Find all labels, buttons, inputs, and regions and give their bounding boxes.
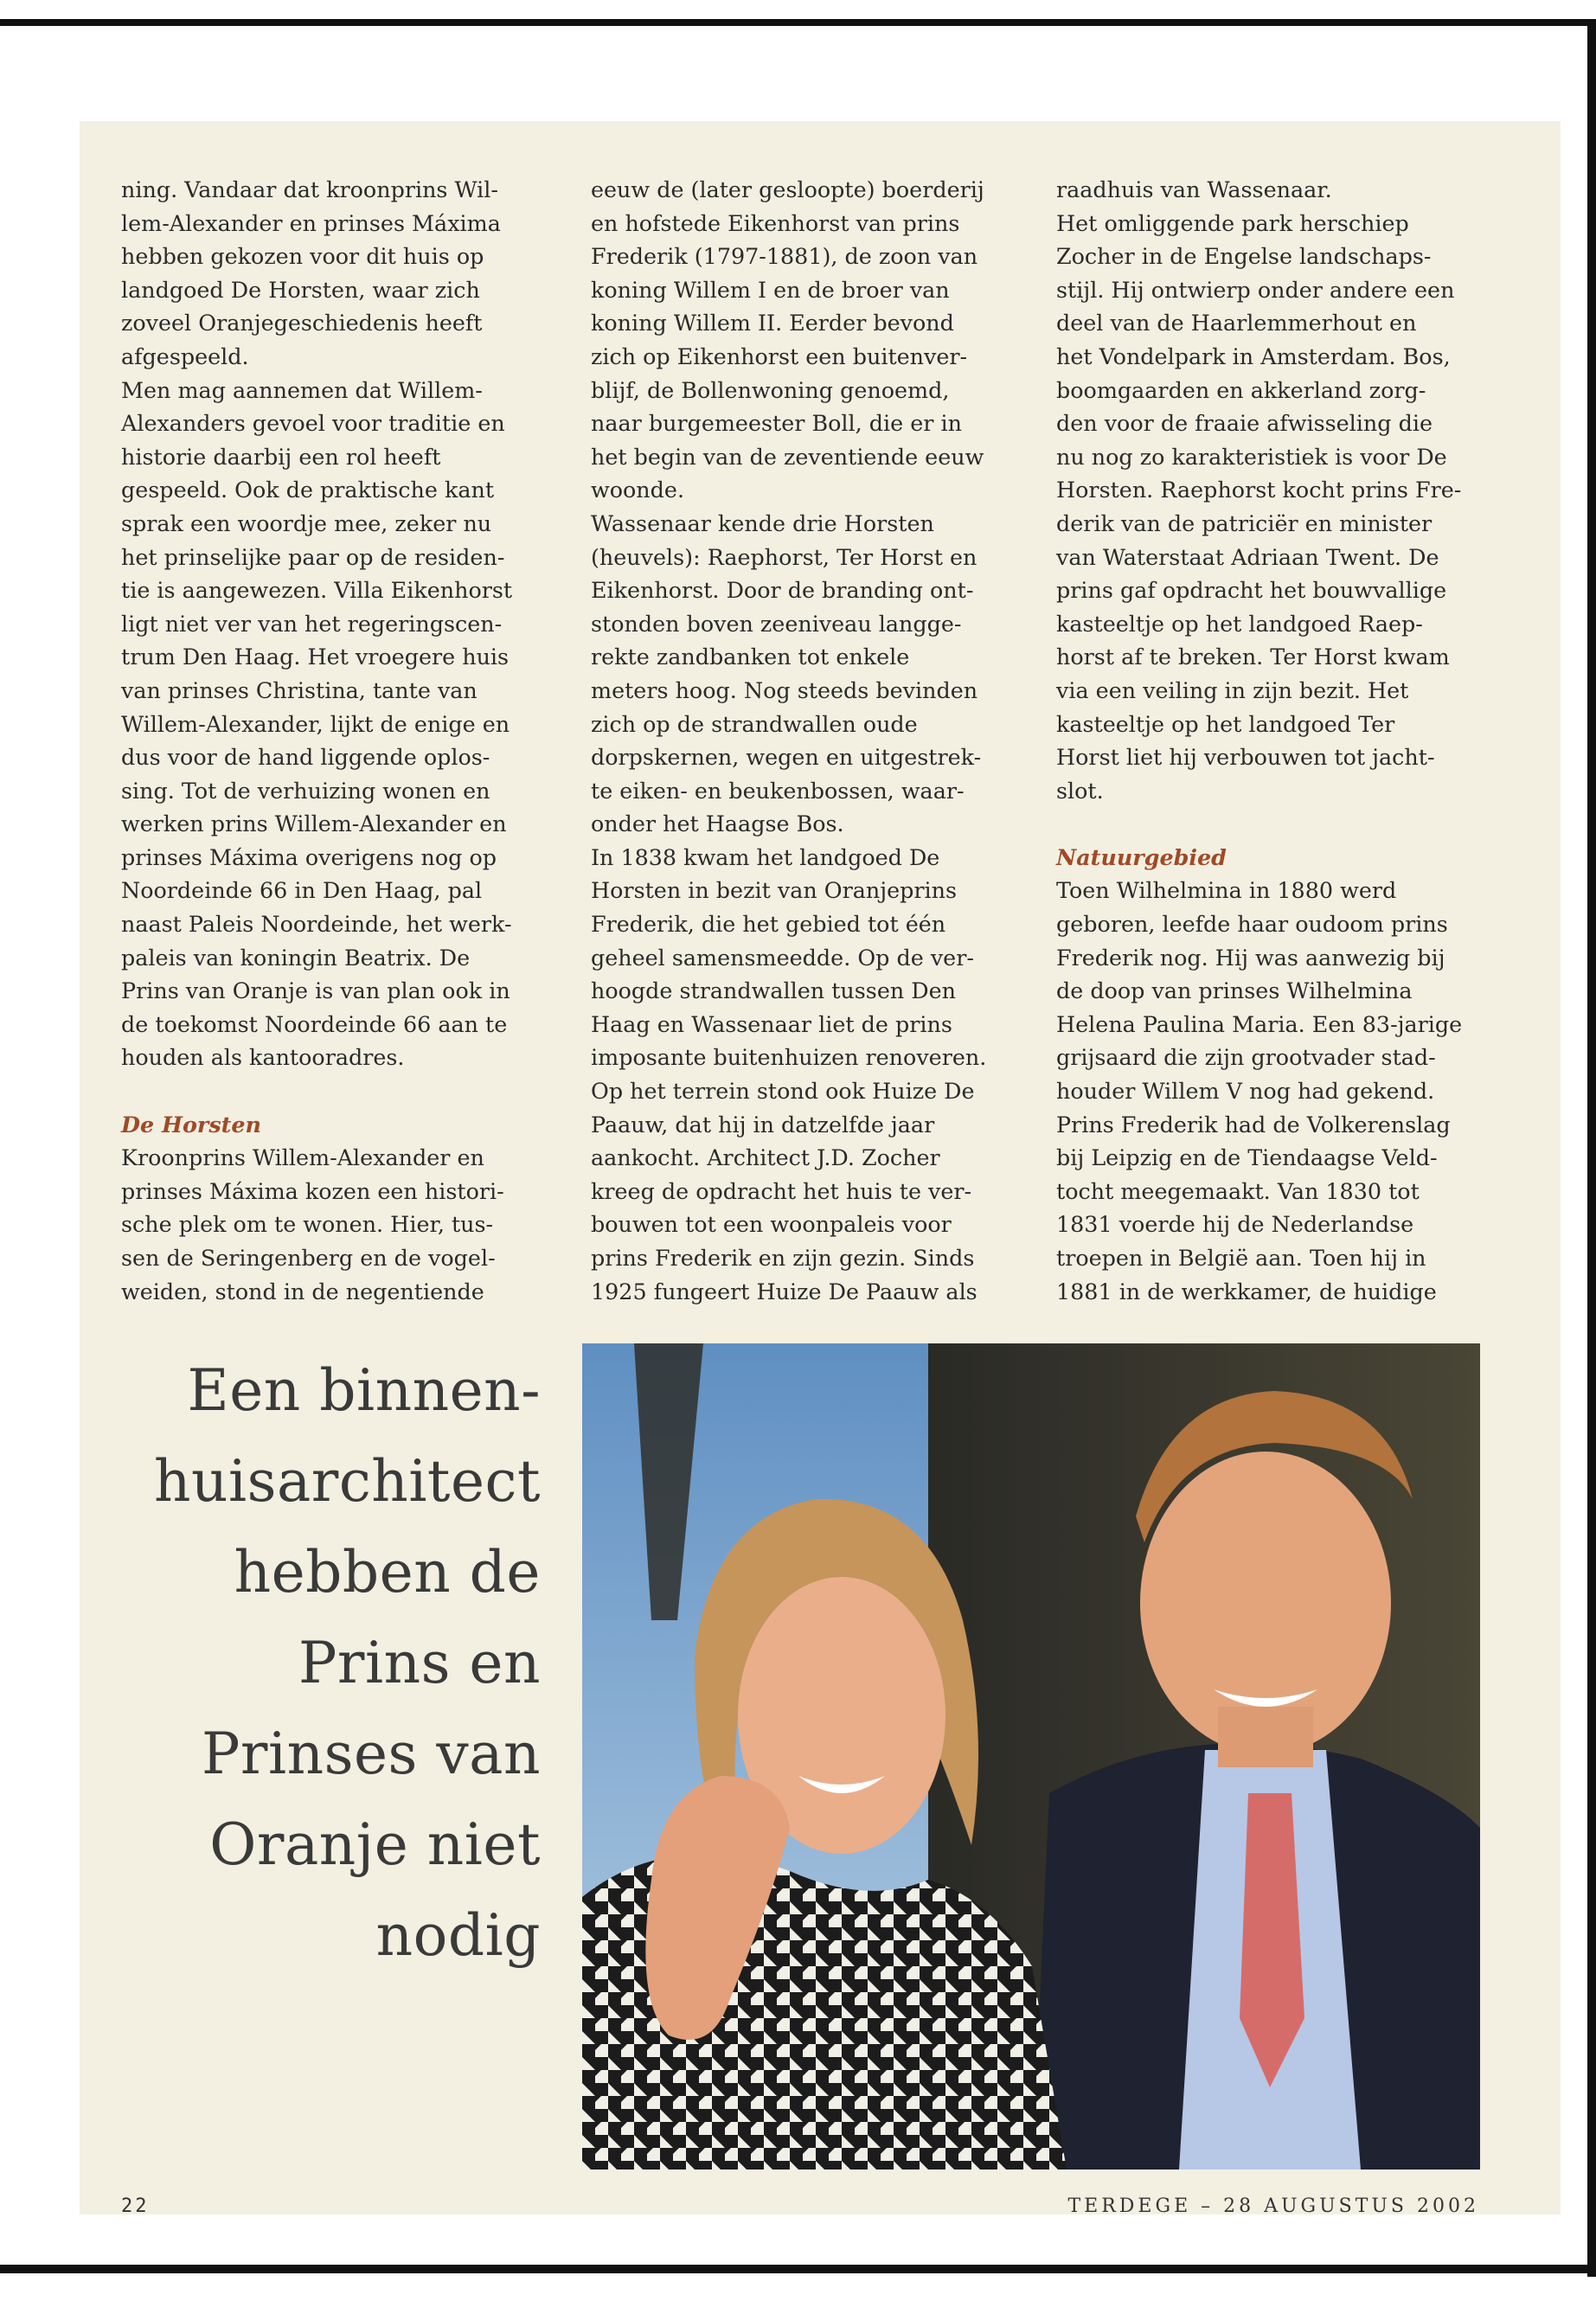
text-line: zich op de strandwallen oude [591, 710, 918, 737]
text-line: Een binnen- [187, 1357, 541, 1424]
text-line: imposante buitenhuizen renoveren. [591, 1044, 987, 1071]
text-line: raadhuis van Wassenaar. [1056, 176, 1332, 202]
text-line: nu nog zo karakteristiek is voor De [1056, 443, 1447, 470]
text-line: dus voor de hand liggende oplos- [121, 744, 490, 771]
text-line: Eikenhorst. Door de branding ont- [591, 577, 974, 604]
text-line: blijf, de Bollenwoning genoemd, [591, 376, 950, 403]
text-line: te eiken- en beukenbossen, waar- [591, 777, 965, 804]
text-line: hoogde strandwallen tussen Den [591, 977, 957, 1004]
text-line: trum Den Haag. Het vroegere huis [121, 644, 510, 670]
text-line: onder het Haagse Bos. [591, 811, 844, 837]
text-line: aankocht. Architect J.D. Zocher [591, 1144, 940, 1171]
column-2-body [591, 173, 1028, 1308]
text-line: koning Willem I en de broer van [591, 276, 950, 303]
text-line: 1881 in de werkkamer, de huidige [1056, 1278, 1437, 1304]
text-line: hebben gekozen voor dit huis op [121, 243, 484, 270]
text-line: Oranje niet [209, 1811, 541, 1878]
text-line: houden als kantooradres. [121, 1044, 405, 1071]
text-line: sche plek om te wonen. Hier, tus- [121, 1211, 494, 1238]
column-1-body [121, 173, 558, 1074]
article-column-2 [591, 173, 1028, 1308]
page-number: 22 [121, 2195, 150, 2217]
text-line: prins Frederik en zijn gezin. Sinds [591, 1245, 975, 1271]
text-line: dorpskernen, wegen en uitgestrek- [591, 744, 982, 771]
text-line: bij Leipzig en de Tiendaagse Veld- [1056, 1144, 1438, 1171]
text-line: Wassenaar kende drie Horsten [591, 510, 934, 536]
text-line: van Waterstaat Adriaan Twent. De [1056, 543, 1439, 570]
text-line: troepen in België aan. Toen hij in [1056, 1245, 1426, 1271]
text-line: het begin van de zeventiende eeuw [591, 443, 984, 470]
text-line: In 1838 kwam het landgoed De [591, 843, 940, 870]
text-line: gespeeld. Ook de praktische kant [121, 477, 495, 503]
subhead-natuurgebied: Natuurgebied [1056, 843, 1227, 870]
text-line: werken prins Willem-Alexander en [121, 811, 507, 837]
text-line: derik van de patriciër en minister [1056, 510, 1433, 536]
text-line: prins gaf opdracht het bouwvallige [1056, 577, 1447, 604]
text-line: den voor de fraaie afwisseling die [1056, 410, 1433, 437]
text-line: paleis van koningin Beatrix. De [121, 944, 471, 971]
right-border-rule [1587, 19, 1596, 2277]
text-line: Haag en Wassenaar liet de prins [591, 1010, 952, 1037]
text-line: tocht meegemaakt. Van 1830 tot [1056, 1177, 1420, 1204]
text-line: zoveel Oranjegeschiedenis heeft [121, 310, 483, 336]
text-line: afgespeeld. [121, 343, 249, 369]
text-line: sen de Seringenberg en de vogel- [121, 1245, 496, 1271]
column-3-body [1056, 173, 1493, 807]
text-line: de toekomst Noordeinde 66 aan te [121, 1010, 508, 1037]
text-line: Zocher in de Engelse landschaps- [1056, 243, 1432, 270]
text-line: Alexanders gevoel voor traditie en [121, 410, 505, 437]
text-line: horst af te breken. Ter Horst kwam [1056, 644, 1450, 670]
text-line: en hofstede Eikenhorst van prins [591, 209, 960, 236]
text-line: boomgaarden en akkerland zorg- [1056, 376, 1426, 403]
text-line: Prins Frederik had de Volkerenslag [1056, 1111, 1451, 1138]
text-line: geboren, leefde haar oudoom prins [1056, 911, 1448, 938]
text-line: de doop van prinses Wilhelmina [1056, 977, 1413, 1004]
text-line: zich op Eikenhorst een buitenver- [591, 343, 968, 369]
text-line: het Vondelpark in Amsterdam. Bos, [1056, 343, 1451, 369]
text-line: Kroonprins Willem-Alexander en [121, 1144, 484, 1171]
text-line: van prinses Christina, tante van [121, 676, 478, 703]
text-line: sing. Tot de verhuizing wonen en [121, 777, 490, 804]
couple-photo [582, 1343, 1480, 2170]
text-line: landgoed De Horsten, waar zich [121, 276, 480, 303]
text-line: deel van de Haarlemmerhout en [1056, 310, 1417, 336]
text-line: Horsten. Raephorst kocht prins Fre- [1056, 477, 1462, 503]
article-column-3 [1056, 173, 1493, 1308]
text-line: prinses Máxima kozen een histori- [121, 1177, 504, 1204]
text-line: het prinselijke paar op de residen- [121, 543, 505, 570]
text-line: Prinses van [202, 1721, 541, 1787]
text-line: nodig [375, 1902, 541, 1969]
text-line: naar burgemeester Boll, die er in [591, 410, 962, 437]
text-line: Frederik, die het gebied tot één [591, 911, 946, 938]
text-line: naast Paleis Noordeinde, het werk- [121, 911, 512, 938]
text-line: Horsten in bezit van Oranjeprins [591, 877, 957, 904]
top-border-rule [0, 19, 1596, 26]
text-line: grijsaard die zijn grootvader stad- [1056, 1044, 1436, 1071]
text-line: slot. [1056, 777, 1104, 804]
text-line: sprak een woordje mee, zeker nu [121, 510, 492, 536]
text-line: Prins en [298, 1630, 541, 1696]
text-line: bouwen tot een woonpaleis voor [591, 1211, 952, 1238]
text-line: stijl. Hij ontwierp onder andere een [1056, 276, 1455, 303]
text-line: historie daarbij een rol heeft [121, 443, 441, 470]
text-line: kasteeltje op het landgoed Raep- [1056, 610, 1423, 637]
text-line: (heuvels): Raephorst, Ter Horst en [591, 543, 977, 570]
text-line: houder Willem V nog had gekend. [1056, 1078, 1435, 1105]
text-line: ligt niet ver van het regeringscen- [121, 610, 503, 637]
text-line: tie is aangewezen. Villa Eikenhorst [121, 577, 513, 604]
text-line: Noordeinde 66 in Den Haag, pal [121, 877, 483, 904]
text-line: Men mag aannemen dat Willem- [121, 376, 483, 403]
column-1-body-continued [121, 1141, 558, 1308]
pull-quote [104, 1345, 541, 1981]
text-line: weiden, stond in de negentiende [121, 1278, 484, 1304]
publication-footer: TERDEGE – 28 AUGUSTUS 2002 [1067, 2195, 1479, 2217]
text-line: 1925 fungeert Huize De Paauw als [591, 1278, 977, 1304]
text-line: meters hoog. Nog steeds bevinden [591, 676, 978, 703]
text-line: Willem-Alexander, lijkt de enige en [121, 710, 510, 737]
text-line: kreeg de opdracht het huis te ver- [591, 1177, 972, 1204]
text-line: 1831 voerde hij de Nederlandse [1056, 1211, 1414, 1238]
text-line: prinses Máxima overigens nog op [121, 843, 497, 870]
text-line: eeuw de (later gesloopte) boerderij [591, 176, 984, 202]
text-line: Horst liet hij verbouwen tot jacht- [1056, 744, 1435, 771]
text-line: woonde. [591, 477, 685, 503]
text-line: koning Willem II. Eerder bevond [591, 310, 954, 336]
text-line: lem-Alexander en prinses Máxima [121, 209, 501, 236]
text-line: hebben de [234, 1539, 541, 1606]
text-line: stonden boven zeeniveau langge- [591, 610, 962, 637]
text-line: Op het terrein stond ook Huize De [591, 1078, 975, 1105]
text-line: huisarchitect [153, 1448, 541, 1515]
text-line: Prins van Oranje is van plan ook in [121, 977, 510, 1004]
text-line: Frederik nog. Hij was aanwezig bij [1056, 944, 1445, 971]
column-3-body-continued [1056, 874, 1493, 1308]
text-line: Paauw, dat hij in datzelfde jaar [591, 1111, 935, 1138]
text-line: Helena Paulina Maria. Een 83-jarige [1056, 1010, 1463, 1037]
text-line: Toen Wilhelmina in 1880 werd [1056, 877, 1397, 904]
text-line: Frederik (1797-1881), de zoon van [591, 243, 978, 270]
text-line: Het omliggende park herschiep [1056, 209, 1409, 236]
text-line: rekte zandbanken tot enkele [591, 644, 910, 670]
subhead-de-horsten: De Horsten [121, 1111, 261, 1138]
text-line: ning. Vandaar dat kroonprins Wil- [121, 176, 499, 202]
text-line: kasteeltje op het landgoed Ter [1056, 710, 1395, 737]
article-column-1 [121, 173, 558, 1308]
bottom-border-rule [0, 2265, 1596, 2273]
text-line: geheel samensmeedde. Op de ver- [591, 944, 974, 971]
text-line: via een veiling in zijn bezit. Het [1056, 676, 1409, 703]
